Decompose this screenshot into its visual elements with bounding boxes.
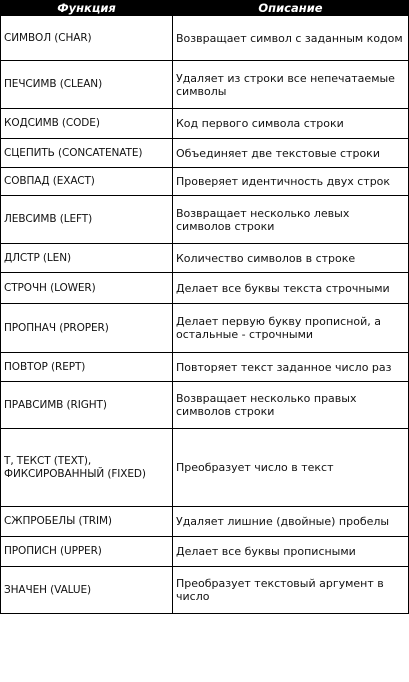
table-row xyxy=(1,109,409,139)
function-description: Удаляет лишние (двойные) пробелы xyxy=(173,507,409,537)
function-name: СТРОЧН (LOWER) xyxy=(1,273,173,304)
function-description: Повторяет текст заданное число раз xyxy=(173,353,409,382)
function-description: Количество символов в строке xyxy=(173,244,409,273)
function-name: ДЛСТР (LEN) xyxy=(1,244,173,273)
function-name: ЗНАЧЕН (VALUE) xyxy=(1,567,173,614)
table-row xyxy=(1,537,409,567)
function-description: Возвращает символ с заданным кодом xyxy=(173,16,409,61)
table-row xyxy=(1,168,409,196)
function-description: Проверяет идентичность двух строк xyxy=(173,168,409,196)
function-name: СОВПАД (EXACT) xyxy=(1,168,173,196)
header-row xyxy=(1,1,409,16)
header-function: Функция xyxy=(1,1,173,16)
function-description: Делает все буквы текста строчными xyxy=(173,273,409,304)
function-name: СЦЕПИТЬ (CONCATENATE) xyxy=(1,139,173,168)
function-description: Возвращает несколько левых символов строки xyxy=(173,196,409,244)
function-description: Возвращает несколько правых символов строки xyxy=(173,382,409,429)
function-description: Делает все буквы прописными xyxy=(173,537,409,567)
function-name: КОДСИМВ (CODE) xyxy=(1,109,173,139)
function-name: Т, ТЕКСТ (TEXT), ФИКСИРОВАННЫЙ (FIXED) xyxy=(1,429,173,507)
function-name: СИМВОЛ (CHAR) xyxy=(1,16,173,61)
table-row xyxy=(1,16,409,61)
function-description: Делает первую букву прописной, а остальные - строчными xyxy=(173,304,409,353)
function-name: ПЕЧСИМВ (CLEAN) xyxy=(1,61,173,109)
function-description: Удаляет из строки все непечатаемые символы xyxy=(173,61,409,109)
function-description: Объединяет две текстовые строки xyxy=(173,139,409,168)
function-description: Преобразует текстовый аргумент в число xyxy=(173,567,409,614)
function-description: Преобразует число в текст xyxy=(173,429,409,507)
table-row xyxy=(1,61,409,109)
table-row xyxy=(1,567,409,614)
table-row xyxy=(1,139,409,168)
table-row xyxy=(1,353,409,382)
function-name: ПРОПИСН (UPPER) xyxy=(1,537,173,567)
function-name: ПРОПНАЧ (PROPER) xyxy=(1,304,173,353)
function-name: СЖПРОБЕЛЫ (TRIM) xyxy=(1,507,173,537)
table-row xyxy=(1,273,409,304)
table-row xyxy=(1,304,409,353)
table-row xyxy=(1,429,409,507)
table-row xyxy=(1,244,409,273)
function-name: ЛЕВСИМВ (LEFT) xyxy=(1,196,173,244)
table-row xyxy=(1,507,409,537)
table-row xyxy=(1,196,409,244)
function-description: Код первого символа строки xyxy=(173,109,409,139)
header-description: Описание xyxy=(173,1,409,16)
function-name: ПОВТОР (REPT) xyxy=(1,353,173,382)
table-row xyxy=(1,382,409,429)
function-name: ПРАВСИМВ (RIGHT) xyxy=(1,382,173,429)
